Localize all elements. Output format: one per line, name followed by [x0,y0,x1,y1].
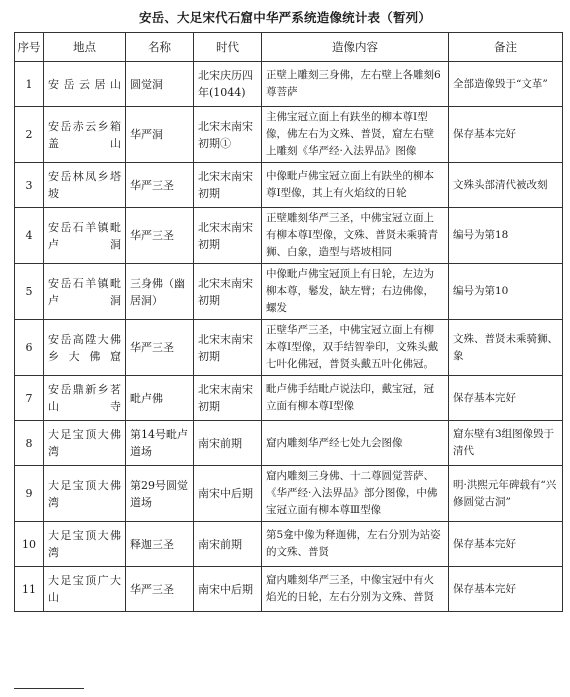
cell-name: 第14号毗卢道场 [126,421,194,466]
cell-era: 南宋前期 [194,522,262,567]
cell-note: 文殊、普贤未乘骑狮、象 [449,320,563,376]
cell-content: 第5龛中像为释迦佛，左右分别为站姿的文殊、普贤 [262,522,449,567]
cell-no: 3 [15,163,44,208]
cell-content: 中像毗卢佛宝冠立面上有趺坐的柳本尊Ⅰ型像，其上有火焰纹的日轮 [262,163,449,208]
cell-era: 北宋末南宋初期 [194,376,262,421]
footnote-rule [14,688,84,689]
cell-name: 华严三圣 [126,163,194,208]
cell-no: 1 [15,62,44,107]
header-no: 序号 [15,33,44,62]
cell-place: 安岳石羊镇毗卢洞 [44,208,126,264]
cell-name: 华严三圣 [126,320,194,376]
header-place: 地点 [44,33,126,62]
cell-note: 编号为第10 [449,264,563,320]
cell-content: 正壁华严三圣，中佛宝冠立面上有柳本尊Ⅰ型像，双手结智拳印，文殊头戴七叶化佛冠，普贤头戴五叶化佛冠。 [262,320,449,376]
cell-name: 华严三圣 [126,208,194,264]
cell-era: 北宋末南宋初期 [194,208,262,264]
cell-era: 北宋末南宋初期① [194,107,262,163]
cell-content: 中像毗卢佛宝冠顶上有日轮，左边为柳本尊，鬈发，缺左臂；右边佛像，螺发 [262,264,449,320]
cell-place: 大足宝顶广大山 [44,567,126,612]
table-title: 安岳、大足宋代石窟中华严系统造像统计表（暂列） [138,10,432,25]
cell-note: 明·洪熙元年碑载有“兴修圆觉古洞” [449,466,563,522]
table-row [15,421,563,466]
header-name: 名称 [126,33,194,62]
cell-note: 保存基本完好 [449,567,563,612]
table-row [15,208,563,264]
cell-place: 大足宝顶大佛湾 [44,466,126,522]
cell-era: 北宋末南宋初期 [194,320,262,376]
cell-era: 北宋末南宋初期 [194,163,262,208]
cell-era: 北宋末南宋初期 [194,264,262,320]
table-row [15,62,563,107]
cell-no: 2 [15,107,44,163]
cell-place: 大足宝顶大佛湾 [44,421,126,466]
cell-content: 正壁雕刻华严三圣，中佛宝冠立面上有柳本尊Ⅰ型像，文殊、普贤未乘骑青狮、白象，造型与塔坡相同 [262,208,449,264]
cell-note: 保存基本完好 [449,376,563,421]
cell-era: 南宋前期 [194,421,262,466]
cell-content: 窟内雕刻华严三圣，中像宝冠中有火焰光的日轮，左右分别为文殊、普贤 [262,567,449,612]
cell-content: 窟内雕刻三身佛、十二尊圆觉菩萨、《华严经·入法界品》部分图像，中佛宝冠立面有柳本尊Ⅲ型像 [262,466,449,522]
cell-name: 第29号圆觉道场 [126,466,194,522]
cell-name: 三身佛（幽居洞） [126,264,194,320]
table-row [15,466,563,522]
cell-place: 安岳鼎新乡茗山寺 [44,376,126,421]
cell-note: 保存基本完好 [449,107,563,163]
cell-no: 9 [15,466,44,522]
cell-note: 保存基本完好 [449,522,563,567]
cell-place: 安岳林凤乡塔坡 [44,163,126,208]
cell-no: 4 [15,208,44,264]
cell-no: 10 [15,522,44,567]
table-row [15,107,563,163]
cell-place: 安岳云居山 [44,62,126,107]
cell-era: 南宋中后期 [194,567,262,612]
table-row [15,320,563,376]
cell-era: 南宋中后期 [194,466,262,522]
table-row [15,567,563,612]
header-era: 时代 [194,33,262,62]
cell-place: 安岳石羊镇毗卢洞 [44,264,126,320]
cell-no: 6 [15,320,44,376]
cell-content: 毗卢佛手结毗卢说法印，戴宝冠，冠立面有柳本尊Ⅰ型像 [262,376,449,421]
cell-name: 毗卢佛 [126,376,194,421]
table-row [15,163,563,208]
cell-name: 华严三圣 [126,567,194,612]
cell-content: 主佛宝冠立面上有趺坐的柳本尊Ⅰ型像，佛左右为文殊、普贤，窟左右壁上雕刻《华严经·入法界品》图像 [262,107,449,163]
cell-no: 7 [15,376,44,421]
cell-note: 全部造像毁于“文革” [449,62,563,107]
cell-name: 释迦三圣 [126,522,194,567]
cell-content: 正壁上雕刻三身佛，左右壁上各雕刻6尊菩萨 [262,62,449,107]
cell-note: 文殊头部清代被改刻 [449,163,563,208]
cell-name: 圆觉洞 [126,62,194,107]
cell-no: 11 [15,567,44,612]
cell-note: 窟东壁有3组图像毁于清代 [449,421,563,466]
cell-place: 安岳高陞大佛乡大佛窟 [44,320,126,376]
header-content: 造像内容 [262,33,449,62]
cell-content: 窟内雕刻华严经七处九会图像 [262,421,449,466]
cell-no: 8 [15,421,44,466]
header-row [15,33,563,62]
cell-place: 安岳赤云乡箱盖山 [44,107,126,163]
cell-name: 华严洞 [126,107,194,163]
cell-era: 北宋庆历四年(1044) [194,62,262,107]
table-row [15,376,563,421]
header-note: 备注 [449,33,563,62]
cell-no: 5 [15,264,44,320]
statistics-table [14,32,563,612]
table-row [15,264,563,320]
table-row [15,522,563,567]
cell-note: 编号为第18 [449,208,563,264]
cell-place: 大足宝顶大佛湾 [44,522,126,567]
